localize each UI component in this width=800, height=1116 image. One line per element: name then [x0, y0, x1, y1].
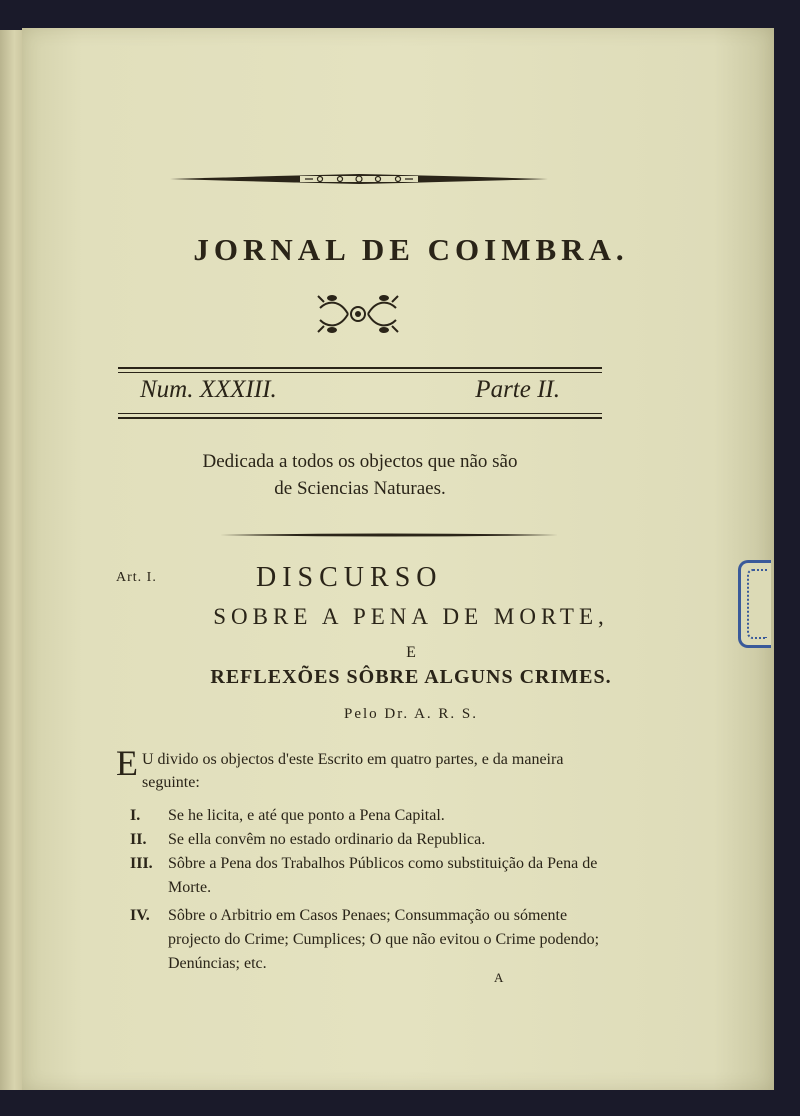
top-rule — [118, 367, 602, 369]
show-through-text — [252, 118, 257, 139]
article-subtitle: SOBRE A PENA DE MORTE, — [213, 604, 609, 629]
article-heading: DISCURSO — [256, 562, 443, 593]
topic-list — [130, 804, 610, 976]
top-rule-thin — [118, 372, 602, 373]
list-item: IV. Sôbre o Arbitrio em Casos Penaes; Consummação ou sómente projecto do Crime; Cumplices; O que não evitou o Crime podendo; Denúncias; etc. — [130, 907, 600, 972]
issue-number: Num. XXXIII. — [140, 376, 277, 403]
list-item: I. Se he licita, e até que ponto a Pena Capital. — [130, 807, 445, 824]
intro-text: U divido os objectos d'este Escrito em quatro partes, e da maneira seguinte: — [142, 751, 564, 791]
intro-paragraph — [116, 743, 606, 794]
issue-line — [140, 376, 560, 404]
dedication-line-2: de Sciencias Naturaes. — [274, 478, 446, 499]
article-label: Art. I. — [116, 570, 157, 585]
ornamental-rule — [170, 172, 548, 186]
list-item: II. Se ella convêm no estado ordinario da Republica. — [130, 831, 486, 848]
signature-mark: A — [494, 970, 504, 985]
bottom-rule-thin — [118, 413, 602, 414]
list-item: III. Sôbre a Pena dos Trabalhos Públicos como substituição da Pena de Morte. — [130, 855, 598, 896]
separator-rule — [220, 532, 558, 538]
dedication — [118, 448, 602, 502]
drop-cap: E — [116, 743, 138, 783]
issue-part: Parte II. — [475, 376, 560, 403]
article-conjunction: E — [406, 644, 416, 661]
dedication-line-1: Dedicada a todos os objectos que não são — [202, 451, 518, 472]
bottom-rule — [118, 417, 602, 419]
article-author: Pelo Dr. A. R. S. — [343, 706, 479, 722]
journal-title: JORNAL DE COIMBRA. — [193, 232, 629, 267]
article-subtitle-2: REFLEXÕES SÔBRE ALGUNS CRIMES. — [210, 666, 612, 688]
fleuron-ornament — [310, 290, 406, 338]
